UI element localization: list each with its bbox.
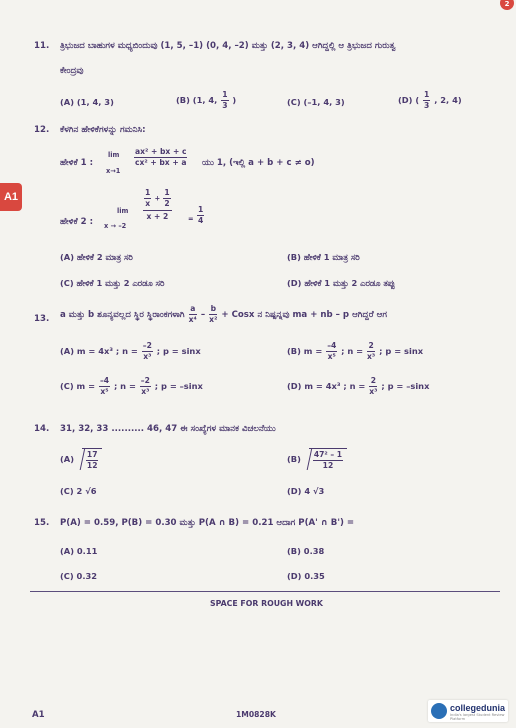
collegedunia-logo bbox=[428, 700, 508, 722]
footer-paper-code: 1M0828K bbox=[236, 710, 276, 719]
page-number-badge: 2 bbox=[500, 0, 514, 10]
q14-text: 31, 32, 33 .......... 46, 47 ಈ ಸಂಖ್ಯೆಗಳ ಮಾನಕ ವಿಚಲನೆಯು bbox=[60, 424, 276, 434]
q13-text: a ಮತ್ತು b ಶೂನ್ಯವಲ್ಲದ ಸ್ಥಿರ ಸ್ಥಿರಾಂಕಗಳಾಗಿ $\frac{a}{\text{x⁴}}$ – $\frac{b}{\text{x²}}$ + Cosx ನ ನಿಷ್ಪನ್ನವು ma + nb – p ಆಗಿದ್ದರೆ ಆಗ bbox=[60, 304, 387, 324]
q11-option-d: (D) ( $\frac{1}{3}$ , 2, 4) bbox=[398, 90, 462, 110]
q12-s1-lim-sub: x→1 bbox=[106, 167, 121, 175]
q14-option-d: (D) 4 √3 bbox=[287, 486, 325, 496]
q12-s2-lim-sub: x → –2 bbox=[104, 222, 127, 230]
q12-s1-condition: ಯು 1, (ಇಲ್ಲಿ a + b + c ≠ o) bbox=[202, 158, 315, 168]
q14-option-c: (C) 2 √6 bbox=[60, 486, 97, 496]
logo-name: collegedunia bbox=[450, 703, 506, 713]
q12-s1-lim: lim bbox=[108, 151, 120, 159]
q12-s2-fraction: $\frac{1}{x}$ + $\frac{1}{2}$ x + 2 bbox=[145, 188, 170, 221]
q13-option-d: (D) m = 4x³ ; n = $\frac{2}{\text{x³}}$ ; p = –sinx bbox=[287, 376, 430, 396]
q11-text-line1: ತ್ರಿಭುಜದ ಬಾಹುಗಳ ಮಧ್ಯಬಿಂದುವು (1, 5, –1) (0, 4, –2) ಮತ್ತು (2, 3, 4) ಆಗಿದ್ದಲ್ಲಿ ಆ ತ್ರಿಭುಜದ ಗುರುತ್ವ bbox=[60, 41, 396, 51]
q12-option-d: (D) ಹೇಳಿಕೆ 1 ಮತ್ತು 2 ಎರಡೂ ತಪ್ಪು bbox=[287, 278, 396, 288]
q12-option-c: (C) ಹೇಳಿಕೆ 1 ಮತ್ತು 2 ಎರಡೂ ಸರಿ bbox=[60, 278, 165, 288]
q11-option-a: (A) (1, 4, 3) bbox=[60, 97, 114, 107]
q15-option-a: (A) 0.11 bbox=[60, 546, 98, 556]
q12-statement1-label: ಹೇಳಿಕೆ 1 : bbox=[60, 158, 94, 168]
q14-option-b: (B) $\frac{\text{47² – 1}}{12}$ bbox=[287, 448, 347, 471]
q12-text: ಕೆಳಗಿನ ಹೇಳಿಕೆಗಳನ್ನು ಗಮನಿಸಿ: bbox=[60, 125, 146, 135]
logo-tagline: India's largest Student Review Platform bbox=[450, 713, 505, 721]
q12-s1-fraction: $\frac{\text{ax² + bx + c}}{\text{cx² + bx + a}}$ bbox=[135, 147, 187, 167]
q12-statement2-label: ಹೇಳಿಕೆ 2 : bbox=[60, 217, 94, 227]
q15-number: 15. bbox=[34, 518, 50, 528]
q15-option-d: (D) 0.35 bbox=[287, 571, 325, 581]
q15-option-b: (B) 0.38 bbox=[287, 546, 325, 556]
side-tab-a1: A1 bbox=[0, 183, 22, 211]
q13-option-b: (B) m = $\frac{-4}{\text{x⁵}}$ ; n = $\frac{2}{\text{x³}}$ ; p = sinx bbox=[287, 341, 424, 361]
q12-s2-lim: lim bbox=[117, 207, 129, 215]
footer-page-code: A1 bbox=[32, 710, 45, 720]
q13-number: 13. bbox=[34, 314, 50, 324]
q14-number: 14. bbox=[34, 424, 50, 434]
q11-number: 11. bbox=[34, 41, 50, 51]
q11-option-b: (B) (1, 4, $\frac{1}{3}$ ) bbox=[176, 90, 237, 110]
q12-s2-result: $\frac{1}{4}$ bbox=[198, 205, 204, 225]
q13-option-c: (C) m = $\frac{-4}{\text{x⁵}}$ ; n = $\frac{-2}{\text{x³}}$ ; p = –sinx bbox=[60, 376, 203, 396]
rough-work-divider bbox=[30, 591, 500, 592]
q12-option-a: (A) ಹೇಳಿಕೆ 2 ಮಾತ್ರ ಸರಿ bbox=[60, 252, 133, 262]
q15-option-c: (C) 0.32 bbox=[60, 571, 98, 581]
q15-text: P(A) = 0.59, P(B) = 0.30 ಮತ್ತು P(A ∩ B) = 0.21 ಆದಾಗ P(A' ∩ B') = bbox=[60, 518, 355, 528]
q11-option-c: (C) (–1, 4, 3) bbox=[287, 97, 345, 107]
q12-number: 12. bbox=[34, 125, 50, 135]
q12-s2-equals: = bbox=[188, 215, 194, 223]
q11-text-line2: ಕೇಂದ್ರವು bbox=[60, 66, 84, 76]
rough-work-label: SPACE FOR ROUGH WORK bbox=[210, 599, 323, 608]
logo-mark-icon bbox=[431, 703, 447, 719]
q12-option-b: (B) ಹೇಳಿಕೆ 1 ಮಾತ್ರ ಸರಿ bbox=[287, 252, 360, 262]
q14-option-a: (A) $\frac{17}{12}$ bbox=[60, 448, 102, 471]
q13-option-a: (A) m = 4x³ ; n = $\frac{-2}{\text{x³}}$ ; p = sinx bbox=[60, 341, 201, 361]
